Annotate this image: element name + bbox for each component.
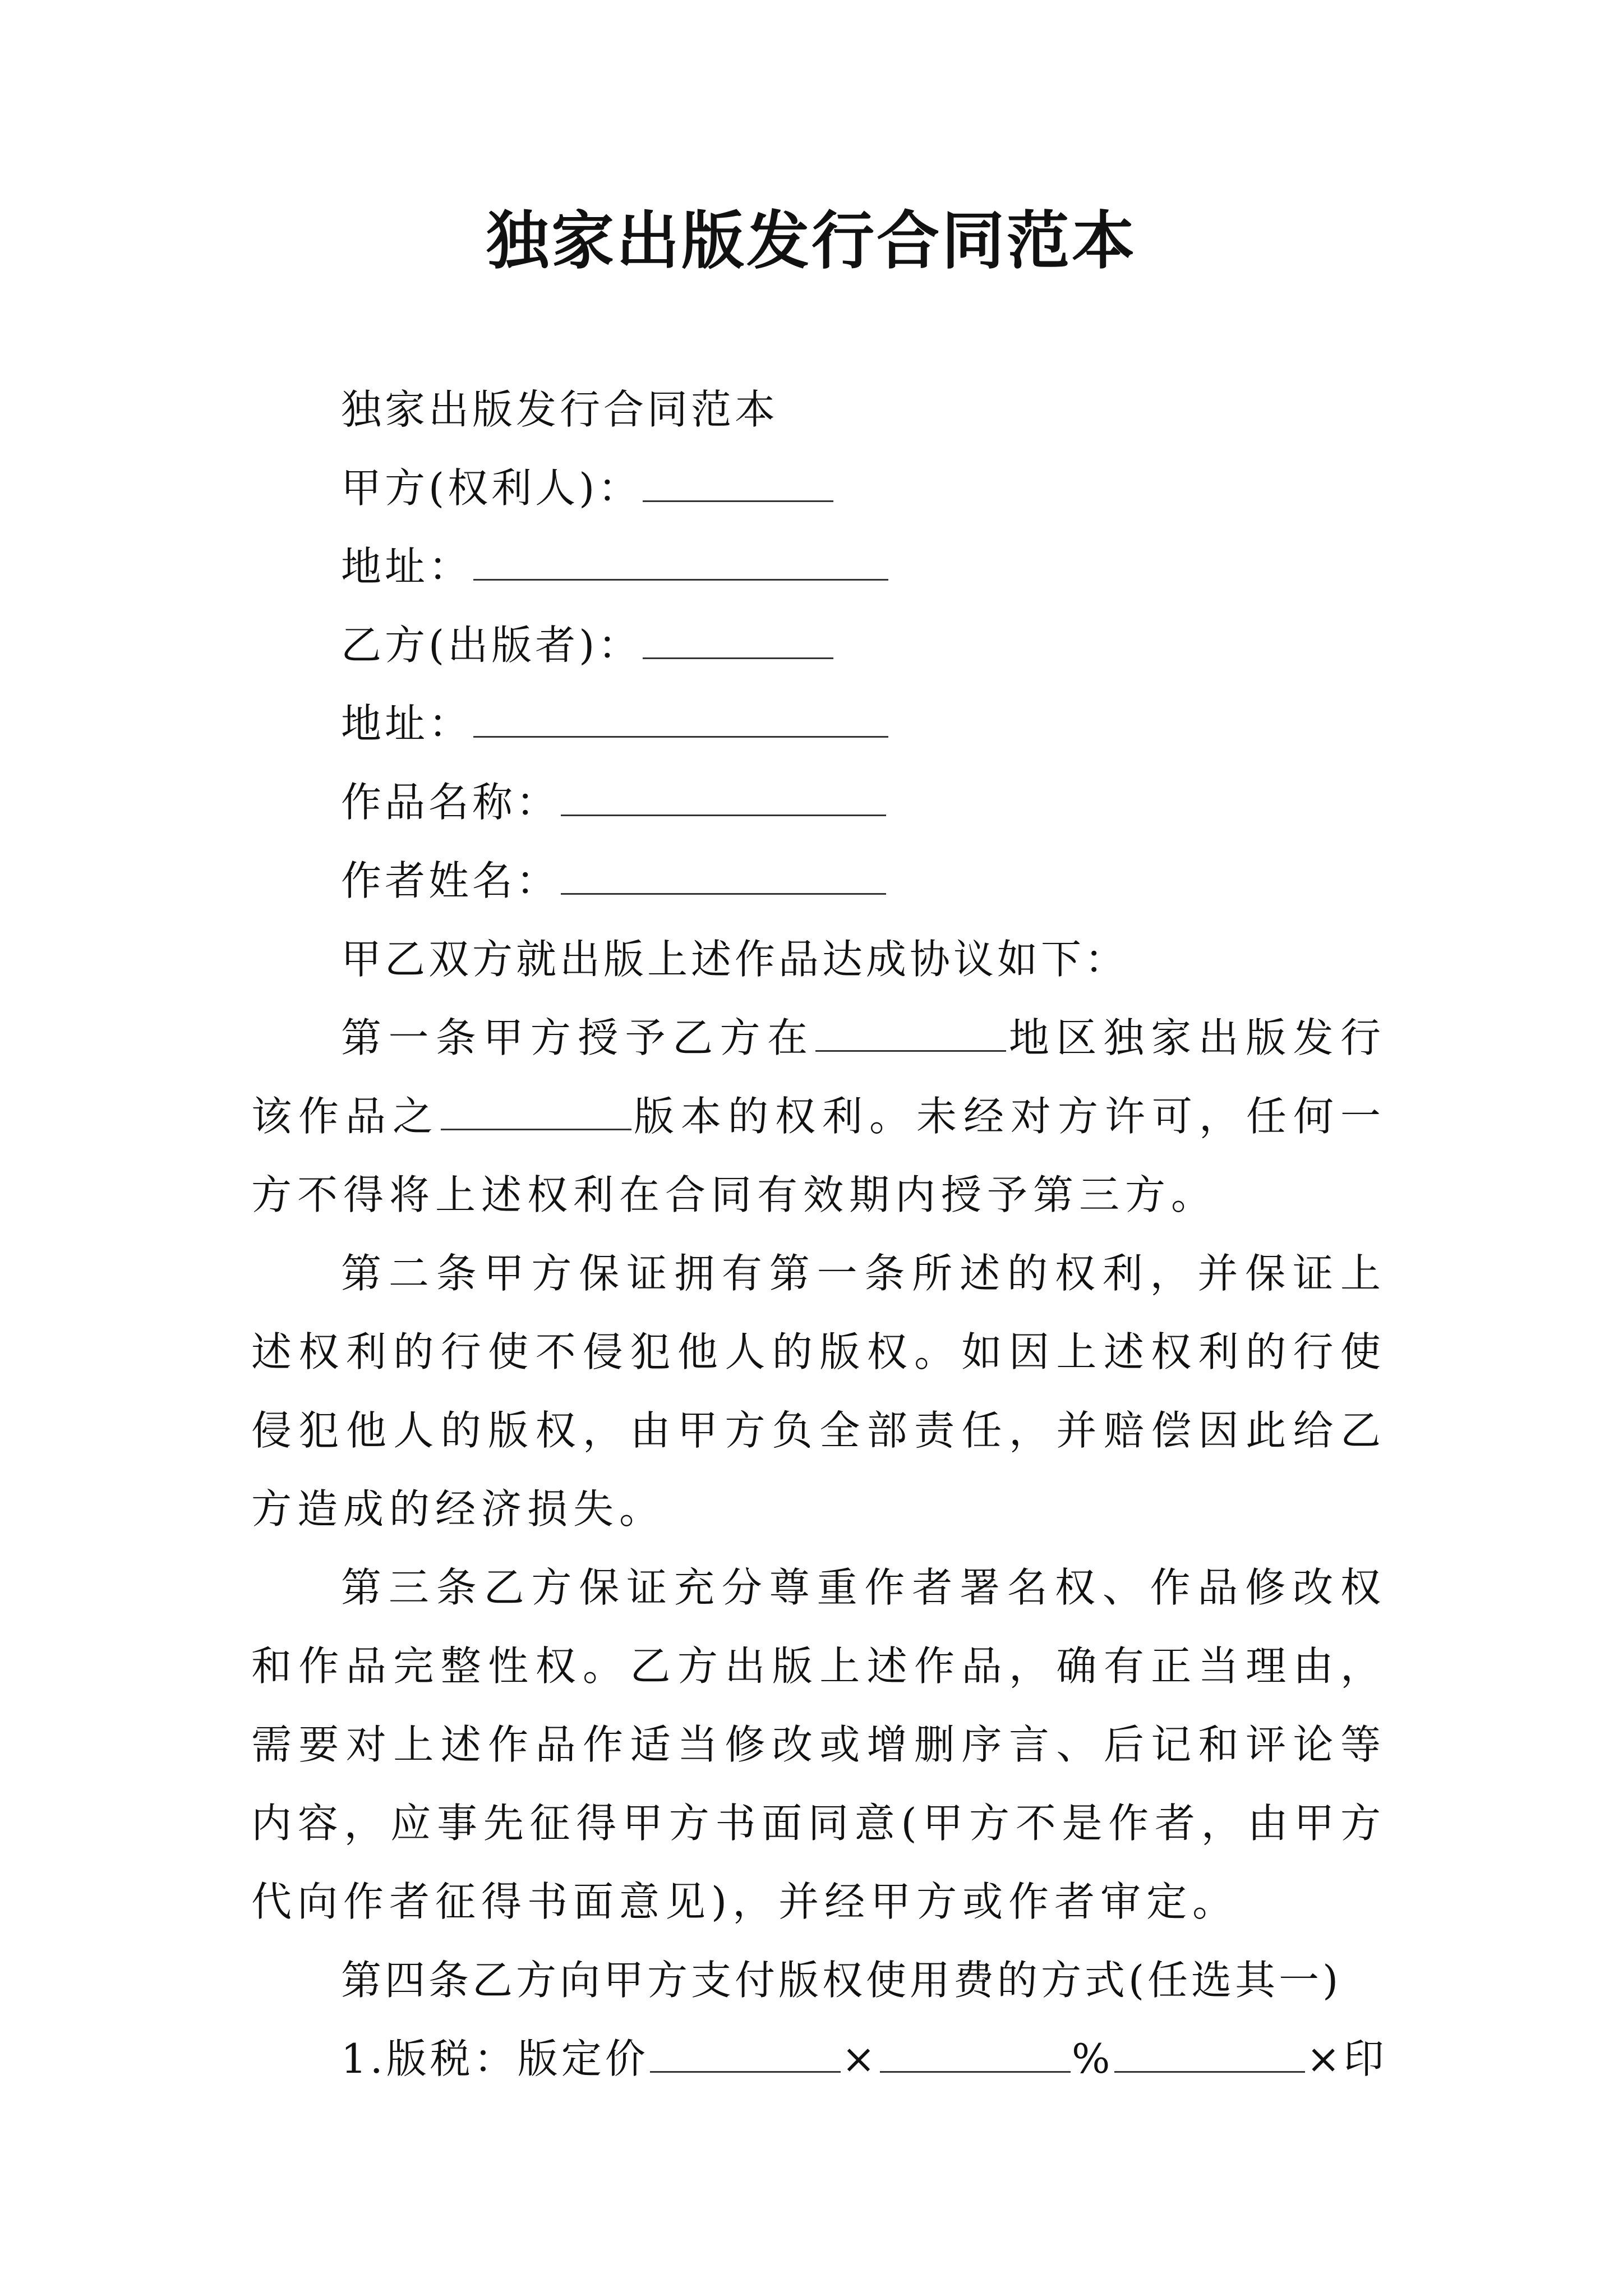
work-title-blank: [561, 780, 886, 816]
article-1-part-3: 版本的权利。未经对方许可，任何一方不得将上述权利在合同有效期内授予第三方。: [251, 1093, 1386, 1218]
address-b-line: [251, 684, 1386, 763]
address-b-label: 地址：: [341, 700, 473, 747]
article-2: 第二条甲方保证拥有第一条所述的权利，并保证上述权利的行使不侵犯他人的版权。如因上述权利的行使侵犯他人的版权，由甲方负全部责任，并赔偿因此给乙方造成的经济损失。: [251, 1250, 1386, 1533]
address-a-label: 地址：: [341, 543, 473, 590]
document-subtitle: 独家出版发行合同范本: [341, 386, 779, 433]
article-4: 第四条乙方向甲方支付版权使用费的方式(任选其一): [341, 1957, 1342, 2004]
print-run-blank: [1114, 2036, 1305, 2073]
document-title: 独家出版发行合同范本: [486, 204, 1137, 278]
author-name-blank: [561, 858, 886, 895]
price-blank: [650, 2036, 841, 2073]
work-title-line: [251, 763, 1386, 841]
edition-blank: [441, 1094, 631, 1130]
party-b-blank: [643, 623, 833, 659]
article-3: 第三条乙方保证充分尊重作者署名权、作品修改权和作品完整性权。乙方出版上述作品，确有正当理由，需要对上述作品作适当修改或增删序言、后记和评论等内容，应事先征得甲方书面同意(甲方不是作者，由甲方代向作者征得书面意见)，并经甲方或作者审定。: [251, 1564, 1386, 1925]
address-b-blank: [473, 701, 888, 738]
party-b-label: 乙方(出版者)：: [341, 622, 642, 669]
address-a-line: [251, 527, 1386, 606]
address-a-blank: [473, 544, 888, 581]
work-title-label: 作品名称：: [341, 779, 560, 826]
royalty-line: [251, 2019, 1386, 2098]
document-body: [251, 370, 1386, 2098]
royalty-tail: ×印: [1306, 2035, 1387, 2082]
party-a-blank: [643, 466, 833, 502]
party-b-line: [251, 606, 1386, 684]
author-name-label: 作者姓名：: [341, 857, 560, 904]
article-1-part-1: 第一条甲方授予乙方在: [341, 1014, 815, 1061]
article-1-part-2: 地区独家出版发行该作品之: [251, 1014, 1386, 1140]
rate-blank: [880, 2036, 1071, 2073]
royalty-label: 1.版税：版定价: [341, 2035, 649, 2082]
article-1: [251, 999, 1386, 1234]
percent-symbol: %: [1072, 2035, 1114, 2082]
party-a-label: 甲方(权利人)：: [341, 464, 642, 512]
author-name-line: [251, 841, 1386, 920]
region-blank: [815, 1015, 1006, 1052]
party-a-line: [251, 449, 1386, 527]
times-symbol-1: ×: [841, 2035, 879, 2082]
agreement-intro: 甲乙双方就出版上述作品达成协议如下：: [341, 936, 1129, 983]
